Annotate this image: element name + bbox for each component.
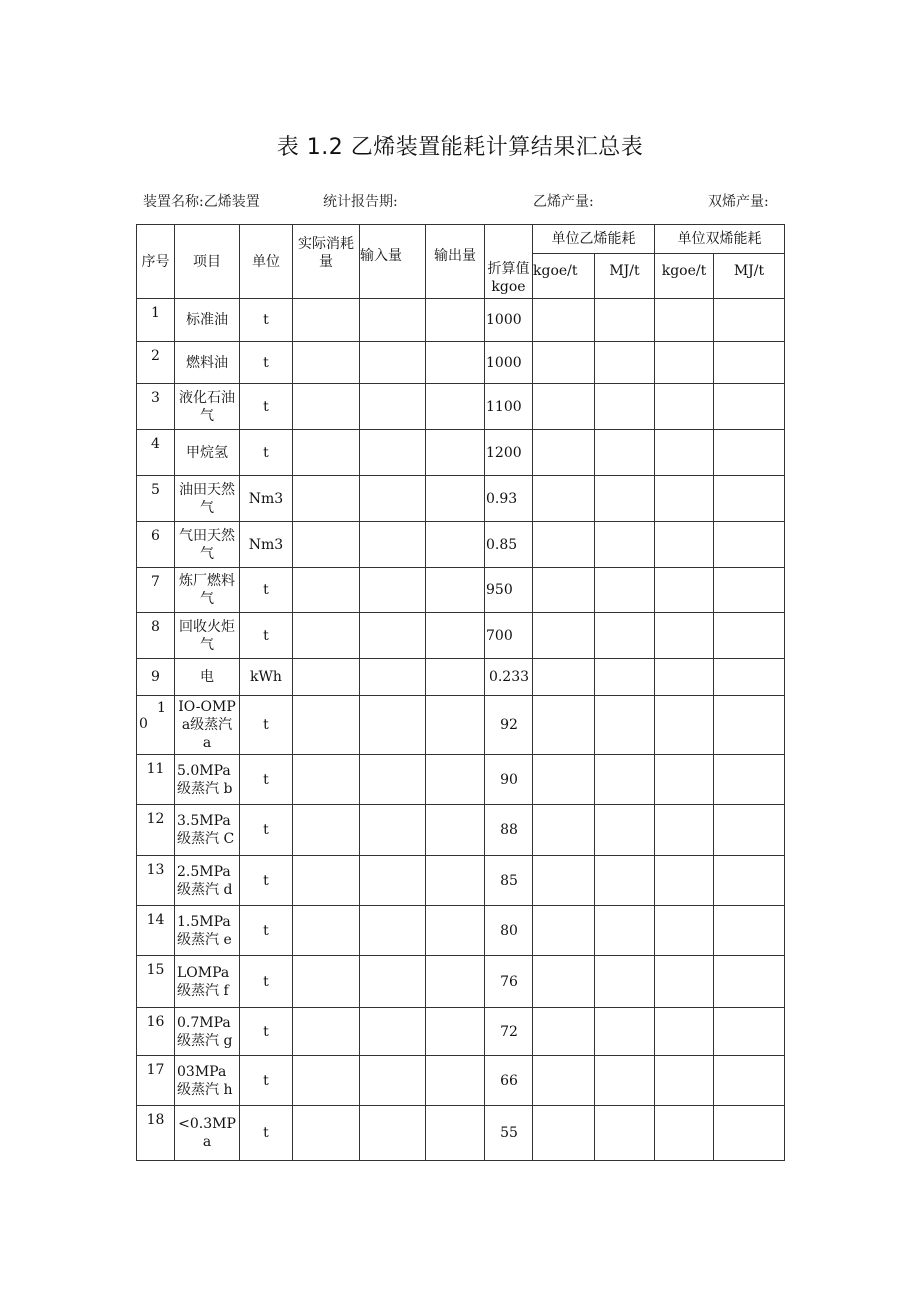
ethylene-mj-cell xyxy=(595,430,655,476)
ethylene-kgoe-cell xyxy=(533,568,595,613)
diolefin-mj-cell xyxy=(714,659,785,696)
diolefin-kgoe-cell xyxy=(655,956,714,1008)
input-cell xyxy=(360,856,426,906)
input-cell xyxy=(360,696,426,755)
diolefin-kgoe-cell xyxy=(655,522,714,568)
row-seq xyxy=(137,696,175,755)
row-unit: t xyxy=(240,906,293,956)
row-unit: t xyxy=(240,1008,293,1056)
diolefin-kgoe-cell xyxy=(655,1106,714,1161)
input-cell xyxy=(360,476,426,522)
input-cell xyxy=(360,1008,426,1056)
input-cell xyxy=(360,805,426,856)
ethylene-mj-cell xyxy=(595,906,655,956)
diolefin-mj-cell xyxy=(714,430,785,476)
row-item: 5.0MPa级蒸汽 b xyxy=(175,755,240,805)
diolefin-mj-cell xyxy=(714,613,785,659)
diolefin-kgoe-cell xyxy=(655,1056,714,1106)
output-cell xyxy=(426,856,485,906)
row-seq: 9 xyxy=(137,659,175,696)
diolefin-mj-cell xyxy=(714,1056,785,1106)
table-row xyxy=(137,342,785,384)
output-cell xyxy=(426,568,485,613)
ethylene-mj-cell xyxy=(595,755,655,805)
actual-cell xyxy=(293,568,360,613)
row-conversion: 72 xyxy=(485,1008,533,1056)
input-cell xyxy=(360,1056,426,1106)
diolefin-mj-cell xyxy=(714,805,785,856)
row-conversion: 76 xyxy=(485,956,533,1008)
header-conversion: 折算值kgoe xyxy=(485,225,533,299)
diolefin-kgoe-cell xyxy=(655,659,714,696)
row-seq: 18 xyxy=(137,1106,175,1161)
device-name-value: 乙烯装置 xyxy=(203,194,260,210)
input-cell xyxy=(360,568,426,613)
ethylene-kgoe-cell xyxy=(533,805,595,856)
header-actual-consumption: 实际消耗量 xyxy=(293,225,360,299)
ethylene-mj-cell xyxy=(595,522,655,568)
row-item: 1.5MPa级蒸汽 e xyxy=(175,906,240,956)
row-item: LOMPa级蒸汽 f xyxy=(175,956,240,1008)
row-conversion: 1200 xyxy=(485,430,533,476)
row-unit: t xyxy=(240,696,293,755)
row-seq: 4 xyxy=(137,430,175,476)
table-row xyxy=(137,956,785,1008)
output-cell xyxy=(426,430,485,476)
table-row xyxy=(137,568,785,613)
output-cell xyxy=(426,1008,485,1056)
header-unit: 单位 xyxy=(240,225,293,299)
actual-cell xyxy=(293,755,360,805)
row-seq-part-a: 1 xyxy=(157,700,166,716)
row-seq: 16 xyxy=(137,1008,175,1056)
output-cell xyxy=(426,805,485,856)
table-row xyxy=(137,613,785,659)
row-item: IO-OMPa级蒸汽 a xyxy=(175,696,240,755)
diolefin-kgoe-cell xyxy=(655,906,714,956)
row-conversion: 92 xyxy=(485,696,533,755)
output-cell xyxy=(426,522,485,568)
row-unit: t xyxy=(240,856,293,906)
table-row xyxy=(137,430,785,476)
row-seq: 1 xyxy=(137,299,175,342)
row-conversion: 88 xyxy=(485,805,533,856)
row-unit: kWh xyxy=(240,659,293,696)
actual-cell xyxy=(293,956,360,1008)
header-per-diolefin: 单位双烯能耗 xyxy=(655,225,785,254)
row-conversion: 1000 xyxy=(485,299,533,342)
ethylene-mj-cell xyxy=(595,1056,655,1106)
output-cell xyxy=(426,755,485,805)
row-conversion: 80 xyxy=(485,906,533,956)
energy-consumption-table xyxy=(136,224,785,1161)
ethylene-kgoe-cell xyxy=(533,906,595,956)
diolefin-mj-cell xyxy=(714,696,785,755)
header-seq: 序号 xyxy=(137,225,175,299)
page-title: 表 1.2 乙烯装置能耗计算结果汇总表 xyxy=(276,135,644,160)
row-unit: t xyxy=(240,568,293,613)
row-item: 气田天然气 xyxy=(175,522,240,568)
output-cell xyxy=(426,342,485,384)
ethylene-kgoe-cell xyxy=(533,342,595,384)
actual-cell xyxy=(293,906,360,956)
diolefin-mj-cell xyxy=(714,1008,785,1056)
actual-cell xyxy=(293,696,360,755)
diolefin-mj-cell xyxy=(714,342,785,384)
table-row xyxy=(137,696,785,755)
diolefin-kgoe-cell xyxy=(655,755,714,805)
output-cell xyxy=(426,613,485,659)
ethylene-mj-cell xyxy=(595,856,655,906)
actual-cell xyxy=(293,1106,360,1161)
diolefin-kgoe-cell xyxy=(655,342,714,384)
row-unit: t xyxy=(240,299,293,342)
report-period-label: 统计报告期: xyxy=(323,194,398,210)
row-item: <0.3MPa xyxy=(175,1106,240,1161)
ethylene-mj-cell xyxy=(595,659,655,696)
ethylene-kgoe-cell xyxy=(533,1008,595,1056)
diolefin-mj-cell xyxy=(714,384,785,430)
ethylene-kgoe-cell xyxy=(533,1106,595,1161)
ethylene-kgoe-cell xyxy=(533,659,595,696)
diolefin-kgoe-cell xyxy=(655,856,714,906)
diolefin-kgoe-cell xyxy=(655,613,714,659)
row-conversion: 1100 xyxy=(485,384,533,430)
row-unit: t xyxy=(240,342,293,384)
row-item: 回收火炬气 xyxy=(175,613,240,659)
actual-cell xyxy=(293,659,360,696)
ethylene-kgoe-cell xyxy=(533,956,595,1008)
diolefin-kgoe-cell xyxy=(655,805,714,856)
diolefin-kgoe-cell xyxy=(655,384,714,430)
diolefin-kgoe-cell xyxy=(655,430,714,476)
actual-cell xyxy=(293,384,360,430)
diolefin-mj-cell xyxy=(714,856,785,906)
ethylene-output-label: 乙烯产量: xyxy=(533,194,594,210)
row-unit: t xyxy=(240,613,293,659)
row-item: 油田天然气 xyxy=(175,476,240,522)
row-seq: 6 xyxy=(137,522,175,568)
table-row xyxy=(137,906,785,956)
row-seq: 2 xyxy=(137,342,175,384)
actual-cell xyxy=(293,1056,360,1106)
row-unit: t xyxy=(240,384,293,430)
ethylene-mj-cell xyxy=(595,384,655,430)
input-cell xyxy=(360,299,426,342)
row-conversion: 0.85 xyxy=(485,522,533,568)
output-cell xyxy=(426,956,485,1008)
header-ethylene-mj: MJ/t xyxy=(595,254,655,299)
row-item: 03MPa 级蒸汽 h xyxy=(175,1056,240,1106)
row-unit: t xyxy=(240,1056,293,1106)
ethylene-kgoe-cell xyxy=(533,613,595,659)
ethylene-kgoe-cell xyxy=(533,856,595,906)
row-conversion: 950 xyxy=(485,568,533,613)
output-cell xyxy=(426,906,485,956)
row-conversion: 66 xyxy=(485,1056,533,1106)
ethylene-mj-cell xyxy=(595,568,655,613)
ethylene-mj-cell xyxy=(595,1106,655,1161)
diolefin-mj-cell xyxy=(714,476,785,522)
output-cell xyxy=(426,1106,485,1161)
diolefin-kgoe-cell xyxy=(655,696,714,755)
table-row xyxy=(137,755,785,805)
device-name-label: 装置名称: xyxy=(143,194,204,210)
device-name-field xyxy=(143,191,260,211)
diolefin-mj-cell xyxy=(714,299,785,342)
actual-cell xyxy=(293,476,360,522)
diolefin-mj-cell xyxy=(714,568,785,613)
header-diolefin-kgoe: kgoe/t xyxy=(655,254,714,299)
row-unit: Nm3 xyxy=(240,476,293,522)
row-item: 电 xyxy=(175,659,240,696)
output-cell xyxy=(426,384,485,430)
ethylene-mj-cell xyxy=(595,956,655,1008)
input-cell xyxy=(360,906,426,956)
actual-cell xyxy=(293,613,360,659)
diolefin-mj-cell xyxy=(714,755,785,805)
row-conversion: 85 xyxy=(485,856,533,906)
row-unit: t xyxy=(240,430,293,476)
row-item: 0.7MPa级蒸汽 g xyxy=(175,1008,240,1056)
row-conversion: 0.93 xyxy=(485,476,533,522)
row-unit: Nm3 xyxy=(240,522,293,568)
input-cell xyxy=(360,755,426,805)
input-cell xyxy=(360,342,426,384)
row-seq: 15 xyxy=(137,956,175,1008)
output-cell xyxy=(426,696,485,755)
input-cell xyxy=(360,613,426,659)
row-seq: 11 xyxy=(137,755,175,805)
output-cell xyxy=(426,476,485,522)
table-row xyxy=(137,522,785,568)
ethylene-kgoe-cell xyxy=(533,299,595,342)
row-item: 炼厂燃料气 xyxy=(175,568,240,613)
actual-cell xyxy=(293,1008,360,1056)
row-unit: t xyxy=(240,956,293,1008)
diolefin-mj-cell xyxy=(714,956,785,1008)
table-row xyxy=(137,476,785,522)
header-item: 项目 xyxy=(175,225,240,299)
row-conversion: 55 xyxy=(485,1106,533,1161)
row-seq: 14 xyxy=(137,906,175,956)
output-cell xyxy=(426,659,485,696)
ethylene-kgoe-cell xyxy=(533,430,595,476)
input-cell xyxy=(360,1106,426,1161)
actual-cell xyxy=(293,430,360,476)
ethylene-kgoe-cell xyxy=(533,476,595,522)
actual-cell xyxy=(293,299,360,342)
header-input: 输入量 xyxy=(360,225,426,299)
table-row xyxy=(137,659,785,696)
table-row xyxy=(137,384,785,430)
row-seq: 8 xyxy=(137,613,175,659)
output-cell xyxy=(426,299,485,342)
row-unit: t xyxy=(240,755,293,805)
diolefin-mj-cell xyxy=(714,1106,785,1161)
ethylene-kgoe-cell xyxy=(533,384,595,430)
ethylene-mj-cell xyxy=(595,613,655,659)
row-conversion: 90 xyxy=(485,755,533,805)
ethylene-mj-cell xyxy=(595,476,655,522)
table-row xyxy=(137,856,785,906)
ethylene-mj-cell xyxy=(595,1008,655,1056)
diolefin-output-label: 双烯产量: xyxy=(708,194,769,210)
diolefin-kgoe-cell xyxy=(655,476,714,522)
row-item: 甲烷氢 xyxy=(175,430,240,476)
ethylene-mj-cell xyxy=(595,696,655,755)
input-cell xyxy=(360,522,426,568)
table-row xyxy=(137,1106,785,1161)
ethylene-mj-cell xyxy=(595,342,655,384)
ethylene-mj-cell xyxy=(595,805,655,856)
row-seq: 13 xyxy=(137,856,175,906)
output-cell xyxy=(426,1056,485,1106)
ethylene-kgoe-cell xyxy=(533,696,595,755)
input-cell xyxy=(360,659,426,696)
actual-cell xyxy=(293,342,360,384)
row-seq-part-b: 0 xyxy=(139,716,148,732)
ethylene-kgoe-cell xyxy=(533,755,595,805)
table-row xyxy=(137,299,785,342)
ethylene-mj-cell xyxy=(595,299,655,342)
actual-cell xyxy=(293,805,360,856)
row-conversion: 700 xyxy=(485,613,533,659)
row-item: 液化石油气 xyxy=(175,384,240,430)
header-diolefin-mj: MJ/t xyxy=(714,254,785,299)
input-cell xyxy=(360,430,426,476)
input-cell xyxy=(360,956,426,1008)
row-seq: 12 xyxy=(137,805,175,856)
row-seq: 5 xyxy=(137,476,175,522)
header-ethylene-kgoe: kgoe/t xyxy=(533,254,595,299)
table-row xyxy=(137,805,785,856)
header-per-ethylene: 单位乙烯能耗 xyxy=(533,225,655,254)
row-item: 2.5MPa级蒸汽 d xyxy=(175,856,240,906)
row-conversion: 0.233 xyxy=(485,659,533,696)
diolefin-kgoe-cell xyxy=(655,299,714,342)
ethylene-kgoe-cell xyxy=(533,1056,595,1106)
input-cell xyxy=(360,384,426,430)
row-item: 标准油 xyxy=(175,299,240,342)
row-unit: t xyxy=(240,805,293,856)
diolefin-kgoe-cell xyxy=(655,568,714,613)
row-item: 燃料油 xyxy=(175,342,240,384)
actual-cell xyxy=(293,856,360,906)
header-output: 输出量 xyxy=(426,225,485,299)
row-unit: t xyxy=(240,1106,293,1161)
actual-cell xyxy=(293,522,360,568)
table-row xyxy=(137,1008,785,1056)
table-row xyxy=(137,1056,785,1106)
row-seq: 7 xyxy=(137,568,175,613)
row-seq: 17 xyxy=(137,1056,175,1106)
ethylene-kgoe-cell xyxy=(533,522,595,568)
row-item: 3.5MPa级蒸汽 C xyxy=(175,805,240,856)
diolefin-kgoe-cell xyxy=(655,1008,714,1056)
diolefin-mj-cell xyxy=(714,906,785,956)
diolefin-mj-cell xyxy=(714,522,785,568)
row-conversion: 1000 xyxy=(485,342,533,384)
row-seq: 3 xyxy=(137,384,175,430)
